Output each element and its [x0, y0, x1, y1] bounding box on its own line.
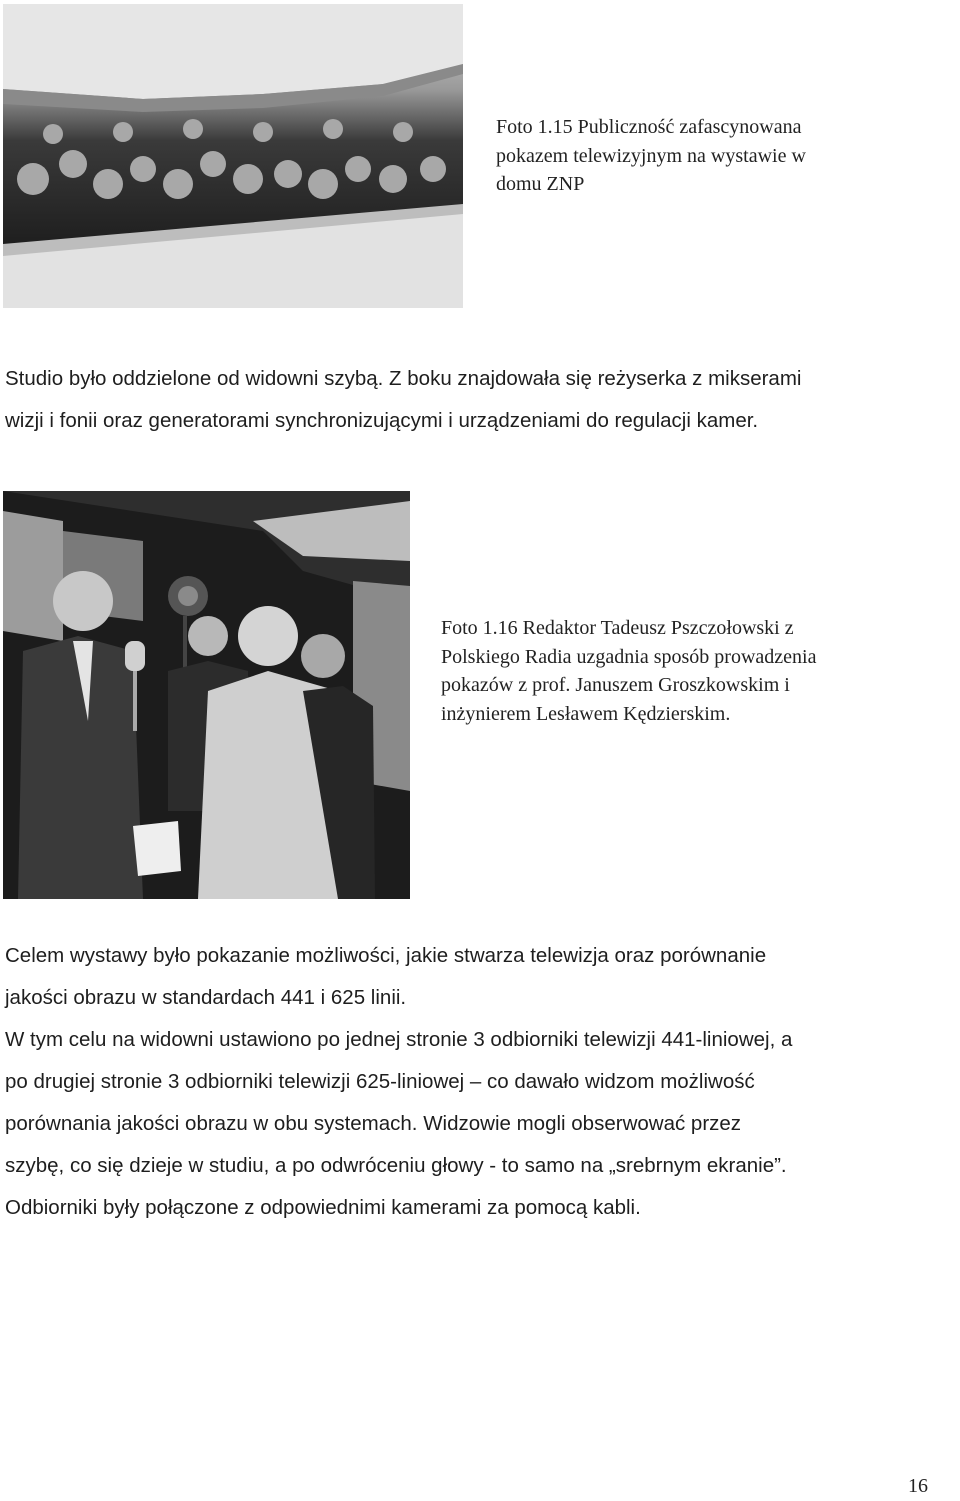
- paragraph-line: Odbiorniki były połączone z odpowiednimi kamerami za pomocą kabli.: [5, 1196, 641, 1219]
- paragraph-line: Celem wystawy było pokazanie możliwości, jakie stwarza telewizja oraz porównanie: [5, 944, 767, 967]
- paragraph-receivers: [5, 1019, 955, 1229]
- paragraph-line: W tym celu na widowni ustawiono po jednej stronie 3 odbiorniki telewizji 441-liniowej, a: [5, 1028, 793, 1051]
- paragraph-line: po drugiej stronie 3 odbiorniki telewizji 625-liniowej – co dawało widzom możliwość: [5, 1070, 755, 1093]
- paragraph-line: jakości obrazu w standardach 441 i 625 linii.: [5, 986, 407, 1009]
- photo-radio-interview-image: [3, 491, 410, 899]
- caption-line: pokazem telewizyjnym na wystawie w: [496, 144, 806, 167]
- paragraph-line: szybę, co się dzieje w studiu, a po odwróceniu głowy - to samo na „srebrnym ekranie”.: [5, 1154, 787, 1177]
- paragraph-exhibition-goal: [5, 935, 955, 1019]
- paragraph-line: Studio było oddzielone od widowni szybą. Z boku znajdowała się reżyserka z mikserami: [5, 367, 802, 390]
- caption-line: Foto 1.16 Redaktor Tadeusz Pszczołowski z: [441, 617, 794, 639]
- caption-line: pokazów z prof. Januszem Groszkowskim i: [441, 674, 790, 696]
- photo-radio-interview: [3, 491, 410, 899]
- caption-line: domu ZNP: [496, 173, 585, 195]
- paragraph-line: wizji i fonii oraz generatorami synchronizującymi i urządzeniami do regulacji kamer.: [5, 409, 759, 432]
- paragraph-line: porównania jakości obrazu w obu systemach. Widzowie mogli obserwować przez: [5, 1112, 742, 1135]
- photo-audience-caption: [496, 113, 916, 199]
- photo-radio-interview-caption: [441, 614, 941, 728]
- photo-audience: [3, 4, 463, 308]
- photo-audience-image: [3, 4, 463, 308]
- caption-line: Foto 1.15 Publiczność zafascynowana: [496, 116, 802, 138]
- page-number: 16: [908, 1475, 928, 1497]
- caption-line: inżynierem Lesławem Kędzierskim.: [441, 702, 731, 725]
- caption-line: Polskiego Radia uzgadnia sposób prowadzenia: [441, 645, 817, 668]
- paragraph-studio: [5, 358, 955, 442]
